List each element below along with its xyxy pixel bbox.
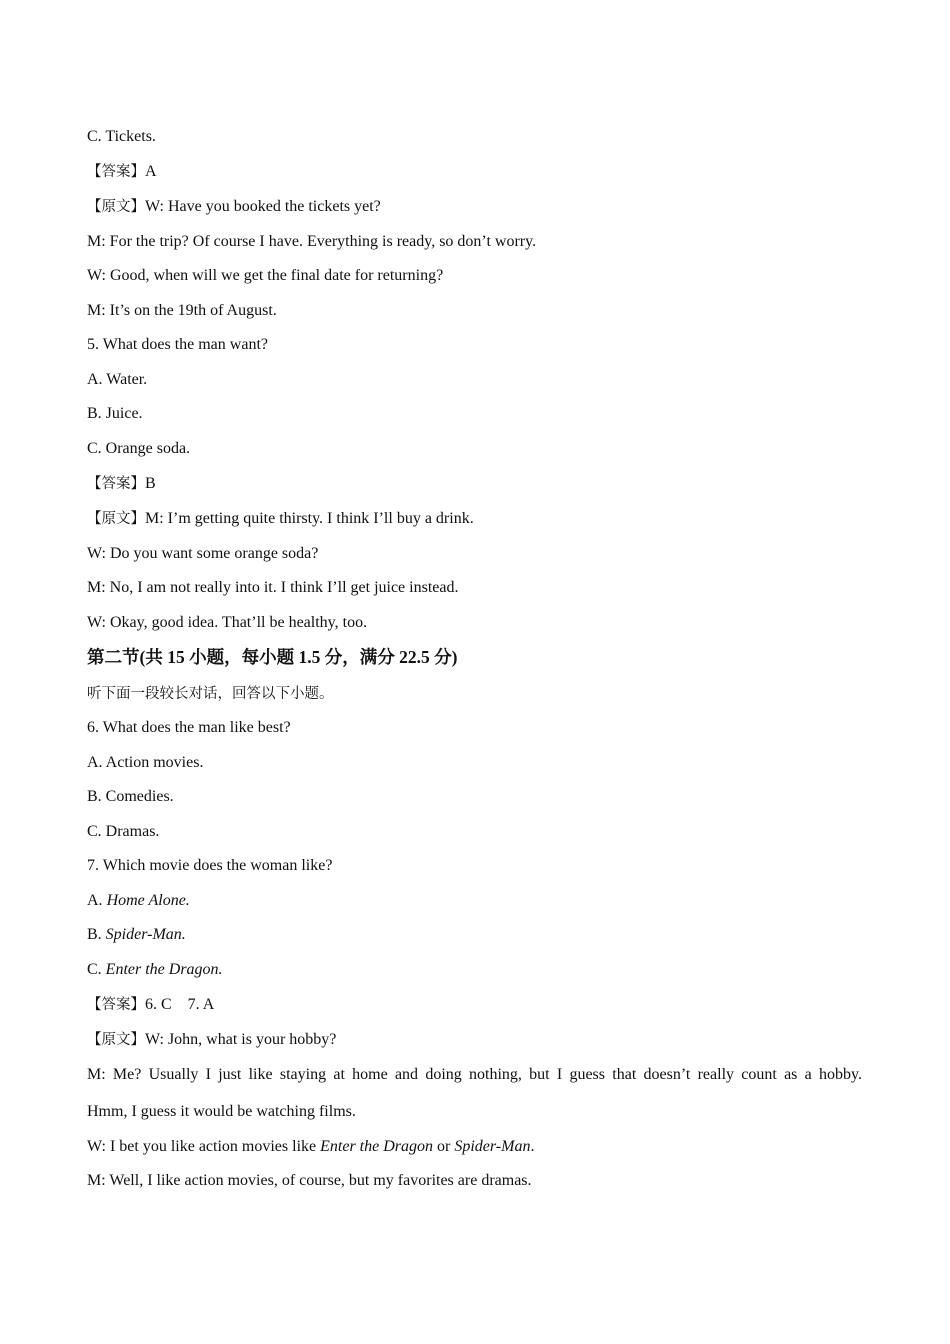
movie-title: Spider-Man. <box>105 926 186 943</box>
answer-value: 6. C 7. A <box>145 996 215 1013</box>
q7-option-b: B. Spider-Man. <box>87 926 186 943</box>
movie-title: Home Alone. <box>106 892 190 909</box>
q7-option-a: A. Home Alone. <box>87 892 190 909</box>
answer-value: A <box>145 163 157 180</box>
answer-label: 【答案】 <box>87 997 145 1013</box>
q4-transcript-line: 【原文】W: Have you booked the tickets yet? <box>87 198 381 215</box>
transcript-label: 【原文】 <box>87 511 145 527</box>
q5-question: 5. What does the man want? <box>87 336 268 353</box>
q5-answer <box>87 474 156 494</box>
q67-answer <box>87 995 214 1015</box>
q5-option-a: A. Water. <box>87 371 148 388</box>
q67-transcript-line: W: I bet you like action movies like Enter the Dragon or Spider-Man. <box>87 1138 535 1155</box>
answer-label: 【答案】 <box>87 476 145 492</box>
answer-value: B <box>145 475 156 492</box>
q4-transcript-line: W: Good, when will we get the final date for returning? <box>87 267 444 284</box>
q5-option-c: C. Orange soda. <box>87 440 191 457</box>
q5-transcript-line: 【原文】M: I’m getting quite thirsty. I think I’ll buy a drink. <box>87 510 474 527</box>
q4-transcript-line: M: For the trip? Of course I have. Everything is ready, so don’t worry. <box>87 233 537 250</box>
q5-transcript-line: W: Do you want some orange soda? <box>87 545 319 562</box>
movie-title: Enter the Dragon. <box>105 961 223 978</box>
q67-transcript-line: M: Me? Usually I just like staying at home and doing nothing, but I guess that doesn’t really count as a hobby. <box>87 1066 862 1083</box>
q4-transcript-line: M: It’s on the 19th of August. <box>87 302 277 319</box>
q67-transcript-line: M: Well, I like action movies, of course, but my favorites are dramas. <box>87 1172 532 1189</box>
transcript-label: 【原文】 <box>87 199 145 215</box>
q6-option-b: B. Comedies. <box>87 788 174 805</box>
section2-instruction: 听下面一段较长对话，回答以下小题。 <box>87 686 334 702</box>
q5-option-b: B. Juice. <box>87 405 143 422</box>
q6-question: 6. What does the man like best? <box>87 719 291 736</box>
section2-heading: 第二节(共 15 小题，每小题 1.5 分，满分 22.5 分) <box>87 647 458 667</box>
q7-option-c: C. Enter the Dragon. <box>87 961 223 978</box>
movie-title: Enter the Dragon <box>320 1138 433 1155</box>
q5-transcript-line: M: No, I am not really into it. I think I’ll get juice instead. <box>87 579 459 596</box>
q67-transcript-line: Hmm, I guess it would be watching films. <box>87 1103 356 1120</box>
q6-option-a: A. Action movies. <box>87 754 204 771</box>
q67-transcript-line: 【原文】W: John, what is your hobby? <box>87 1031 337 1048</box>
q4-answer <box>87 162 157 182</box>
q5-transcript-line: W: Okay, good idea. That’ll be healthy, too. <box>87 614 368 631</box>
q4-option-c: C. Tickets. <box>87 128 156 145</box>
q7-question: 7. Which movie does the woman like? <box>87 857 333 874</box>
movie-title: Spider-Man <box>454 1138 531 1155</box>
q6-option-c: C. Dramas. <box>87 823 160 840</box>
answer-label: 【答案】 <box>87 164 145 180</box>
transcript-label: 【原文】 <box>87 1032 145 1048</box>
